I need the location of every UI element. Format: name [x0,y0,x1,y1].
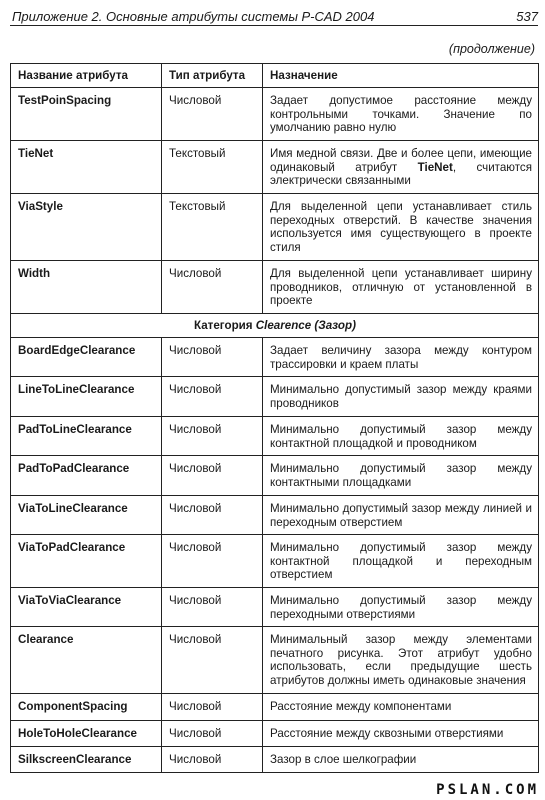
table-row [11,496,539,535]
table-row [11,694,539,721]
attribute-type: Числовой [162,694,263,721]
purpose-text: Имя медной связи. Две и более цепи, имеющие одинаковый атрибут [270,147,532,174]
column-header-type: Тип атрибута [162,64,263,88]
column-header-purpose: Назначение [263,64,539,88]
attribute-purpose: Для выделенной цепи устанавливает стиль переходных отверстий. В качестве значения используется имя существующего в проекте стиля [263,194,539,261]
category-row [11,314,539,338]
table-header-row [11,64,539,88]
attribute-purpose [263,141,539,194]
attribute-name: ViaToLineClearance [11,496,162,535]
attribute-name: SilkscreenClearance [11,747,162,773]
table-row [11,627,539,694]
table-row [11,377,539,417]
site-watermark: PSLAN.COM [436,782,539,798]
attribute-name: ViaToPadClearance [11,535,162,588]
attribute-type: Числовой [162,588,263,627]
attribute-purpose: Минимальный зазор между элементами печатного рисунка. Этот атрибут удобно использовать, если предыдущие шесть атрибутов должны иметь одинаковые значения [263,627,539,694]
attribute-type: Числовой [162,456,263,496]
attribute-name: TestPoinSpacing [11,88,162,141]
attribute-purpose: Минимально допустимый зазор между линией и переходным отверстием [263,496,539,535]
table-row [11,588,539,627]
attribute-purpose: Минимально допустимый зазор между контактными площадками [263,456,539,496]
purpose-text: , считаются электрически связанными [270,160,533,188]
attribute-type: Числовой [162,747,263,773]
attribute-name: PadToLineClearance [11,417,162,456]
attribute-name: LineToLineClearance [11,377,162,417]
attribute-type: Числовой [162,377,263,417]
attribute-name: ComponentSpacing [11,694,162,721]
attribute-type: Числовой [162,338,263,377]
attribute-purpose: Задает величину зазора между контуром трассировки и краем платы [263,338,539,377]
attribute-type: Числовой [162,721,263,747]
attribute-type: Числовой [162,627,263,694]
attribute-name: Width [11,261,162,314]
attributes-table [10,63,539,773]
attribute-name: HoleToHoleClearance [11,721,162,747]
attribute-purpose: Расстояние между компонентами [263,694,539,721]
attribute-type: Текстовый [162,194,263,261]
table-row [11,338,539,377]
table-row [11,88,539,141]
purpose-attribute-ref: TieNet [417,160,453,174]
table-row [11,261,539,314]
table-row [11,721,539,747]
attribute-type: Числовой [162,88,263,141]
attribute-purpose: Минимально допустимый зазор между переходными отверстиями [263,588,539,627]
attribute-purpose: Минимально допустимый зазор между краями проводников [263,377,539,417]
table-row [11,456,539,496]
column-header-name: Название атрибута [11,64,162,88]
page-number: 537 [516,9,538,24]
running-header [10,8,538,26]
attribute-purpose: Минимально допустимый зазор между контактной площадкой и переходным отверстием [263,535,539,588]
table-row [11,141,539,194]
table-row [11,194,539,261]
attribute-name: TieNet [11,141,162,194]
table-row [11,417,539,456]
attribute-type: Числовой [162,417,263,456]
attribute-type: Числовой [162,496,263,535]
attribute-name: ViaStyle [11,194,162,261]
attribute-name: BoardEdgeClearance [11,338,162,377]
attribute-name: ViaToViaClearance [11,588,162,627]
category-title [11,314,539,338]
attribute-type: Числовой [162,261,263,314]
running-header-title: Приложение 2. Основные атрибуты системы P-CAD 2004 [12,9,375,24]
attribute-purpose: Расстояние между сквозными отверстиями [263,721,539,747]
category-prefix: Категория [194,319,256,332]
continued-label: (продолжение) [448,42,535,56]
attribute-purpose: Для выделенной цепи устанавливает ширину проводников, отличную от установленной в проекте [263,261,539,314]
table-row [11,535,539,588]
attribute-purpose: Зазор в слое шелкографии [263,747,539,773]
table-row [11,747,539,773]
attribute-purpose: Задает допустимое расстояние между контрольными точками. Значение по умолчанию равно нулю [263,88,539,141]
category-name: Clearence (Зазор) [255,319,356,332]
attribute-type: Текстовый [162,141,263,194]
attribute-name: PadToPadClearance [11,456,162,496]
attribute-type: Числовой [162,535,263,588]
attribute-purpose: Минимально допустимый зазор между контактной площадкой и проводником [263,417,539,456]
attribute-name: Clearance [11,627,162,694]
